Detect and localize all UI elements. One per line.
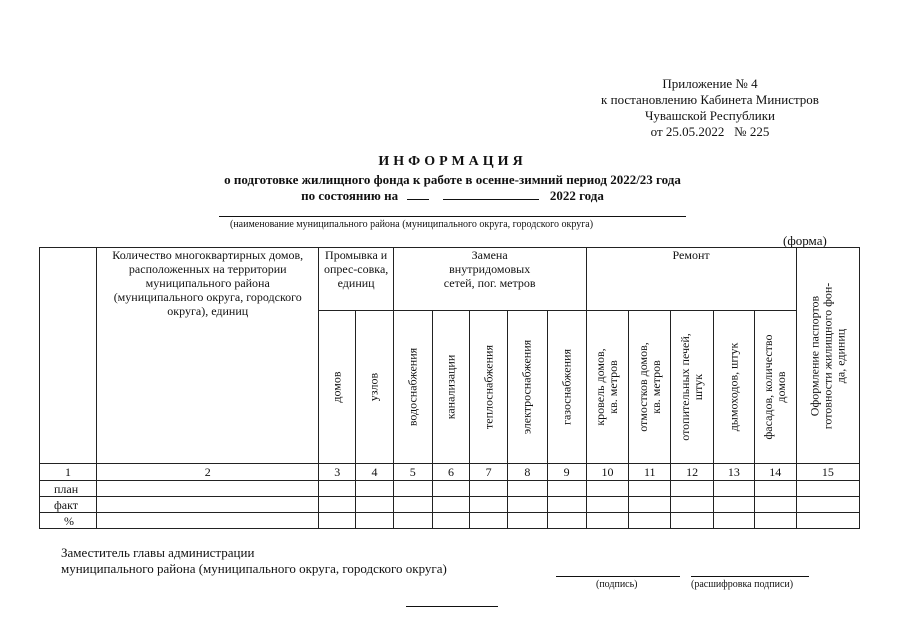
footer-divider (406, 606, 498, 607)
data-cell[interactable] (508, 481, 548, 497)
data-cell[interactable] (629, 481, 671, 497)
header-flushing (319, 248, 393, 311)
subheader-sewerage: канализации (443, 354, 458, 420)
subheader-gas-supply: газоснабжения (559, 349, 574, 425)
data-cell[interactable] (714, 497, 755, 513)
data-cell[interactable] (97, 481, 319, 497)
month-blank[interactable] (443, 188, 539, 200)
subheader-heat-supply: теплоснабжения (481, 345, 496, 429)
subheader-cell (629, 311, 671, 464)
data-cell[interactable] (547, 497, 586, 513)
header-replacement-text: Замена внутридомовых сетей, пог. метров (443, 248, 536, 290)
header-replacement (393, 248, 586, 311)
subheader-facades: фасадов, количество домов (761, 334, 789, 440)
data-cell[interactable] (470, 481, 508, 497)
date-prefix: по состоянию на (301, 188, 399, 203)
data-cell[interactable] (586, 481, 629, 497)
subheader-cell (714, 311, 755, 464)
signatory-position-line: Заместитель главы администрации (61, 545, 255, 560)
signature-caption: (подпись) (596, 579, 638, 590)
data-cell[interactable] (629, 513, 671, 529)
subtitle-line: о подготовке жилищного фонда к работе в осенне-зимний период 2022/23 года (224, 172, 681, 187)
subheader-cell (586, 311, 629, 464)
data-cell[interactable] (470, 513, 508, 529)
data-cell[interactable] (586, 513, 629, 529)
header-passports-line: Оформление паспортов (807, 295, 822, 416)
header-passports (796, 248, 859, 464)
header-repair-text: Ремонт (672, 248, 710, 262)
subheader-water-supply: водоснабжения (405, 347, 420, 427)
signature-line[interactable] (556, 576, 680, 577)
municipality-line[interactable] (219, 216, 686, 217)
subheader-houses: домов (329, 371, 344, 403)
subheader-blind-areas: отмостков домов, кв. метров (635, 342, 663, 432)
column-number: 5 (393, 464, 432, 481)
data-cell[interactable] (671, 481, 714, 497)
signatory-block (61, 545, 447, 577)
subheader-nodes: узлов (366, 372, 381, 402)
column-number-row (40, 464, 860, 481)
subheader-cell (754, 311, 796, 464)
data-cell[interactable] (671, 513, 714, 529)
data-cell[interactable] (319, 481, 356, 497)
data-cell[interactable] (470, 497, 508, 513)
data-cell[interactable] (393, 481, 432, 497)
data-cell[interactable] (754, 481, 796, 497)
subtitle-date-line (0, 188, 905, 204)
subheader-cell (356, 311, 394, 464)
column-number: 6 (432, 464, 470, 481)
data-cell[interactable] (508, 497, 548, 513)
municipality-caption: (наименование муниципального района (муниципального округа, городского округа) (230, 219, 594, 230)
column-number: 1 (40, 464, 97, 481)
document-title: ИНФОРМАЦИЯ (378, 154, 527, 169)
data-cell[interactable] (547, 513, 586, 529)
subheader-cell (319, 311, 356, 464)
data-cell[interactable] (796, 513, 859, 529)
data-cell[interactable] (393, 497, 432, 513)
data-cell[interactable] (432, 497, 470, 513)
signature-decode-caption: (расшифровка подписи) (691, 579, 794, 590)
appendix-line: Приложение № 4 (662, 76, 758, 91)
column-number: 13 (714, 464, 755, 481)
row-label: план (40, 481, 97, 497)
header-empty-cell (40, 248, 97, 464)
data-cell[interactable] (356, 513, 394, 529)
data-cell[interactable] (319, 513, 356, 529)
data-cell[interactable] (432, 513, 470, 529)
row-label: % (40, 513, 97, 529)
data-cell[interactable] (714, 513, 755, 529)
data-cell[interactable] (586, 497, 629, 513)
header-houses-count (97, 248, 319, 464)
subheader-cell (508, 311, 548, 464)
appendix-date-line: от 25.05.2022 № 225 (650, 124, 770, 139)
appendix-line: Чувашской Республики (644, 108, 776, 123)
header-repair (586, 248, 796, 311)
header-passports-text (808, 282, 847, 429)
subheader-chimneys: дымоходов, штук (726, 342, 741, 432)
table-row-percent (40, 513, 860, 529)
appendix-line: к постановлению Кабинета Министров (601, 92, 819, 107)
appendix-block (560, 76, 860, 140)
header-houses-count-text: Количество многоквартирных домов, расположенных на территории муниципального района (муниципального округа, городского округа), единиц (112, 248, 304, 318)
data-cell[interactable] (319, 497, 356, 513)
data-cell[interactable] (754, 497, 796, 513)
subheader-cell (547, 311, 586, 464)
column-number: 7 (470, 464, 508, 481)
column-number: 2 (97, 464, 319, 481)
data-cell[interactable] (393, 513, 432, 529)
table-row-plan (40, 481, 860, 497)
signature-decode-line[interactable] (691, 576, 809, 577)
column-number: 4 (356, 464, 394, 481)
signatory-position-line: муниципального района (муниципального округа, городского округа) (61, 561, 447, 576)
data-cell[interactable] (629, 497, 671, 513)
data-cell[interactable] (432, 481, 470, 497)
column-number: 12 (671, 464, 714, 481)
data-cell[interactable] (97, 513, 319, 529)
data-cell[interactable] (796, 481, 859, 497)
document-subtitle (0, 172, 905, 204)
form-label: (форма) (783, 233, 827, 248)
subheader-power-supply: электроснабжения (519, 339, 534, 435)
header-passports-line: готовности жилищного фон- (820, 282, 835, 429)
data-cell[interactable] (356, 497, 394, 513)
subheader-cell (393, 311, 432, 464)
date-suffix: 2022 года (549, 188, 604, 203)
table-row-fact (40, 497, 860, 513)
subheader-roofs: кровель домов, кв. метров (593, 348, 621, 426)
column-number: 10 (586, 464, 629, 481)
readiness-table (39, 247, 860, 529)
data-cell[interactable] (97, 497, 319, 513)
header-flushing-text: Промывка и опрес-совка, единиц (323, 248, 389, 290)
column-number: 3 (319, 464, 356, 481)
data-cell[interactable] (796, 497, 859, 513)
subheader-cell (470, 311, 508, 464)
subheader-stoves: отопительных печей, штук (678, 333, 706, 441)
data-cell[interactable] (356, 481, 394, 497)
data-cell[interactable] (547, 481, 586, 497)
day-blank[interactable] (407, 188, 429, 200)
data-cell[interactable] (754, 513, 796, 529)
column-number: 15 (796, 464, 859, 481)
subheader-cell (432, 311, 470, 464)
column-number: 8 (508, 464, 548, 481)
data-cell[interactable] (714, 481, 755, 497)
data-cell[interactable] (671, 497, 714, 513)
row-label: факт (40, 497, 97, 513)
column-number: 9 (547, 464, 586, 481)
data-cell[interactable] (508, 513, 548, 529)
column-number: 14 (754, 464, 796, 481)
header-passports-line: да, единиц (833, 328, 848, 383)
subheader-cell (671, 311, 714, 464)
column-number: 11 (629, 464, 671, 481)
